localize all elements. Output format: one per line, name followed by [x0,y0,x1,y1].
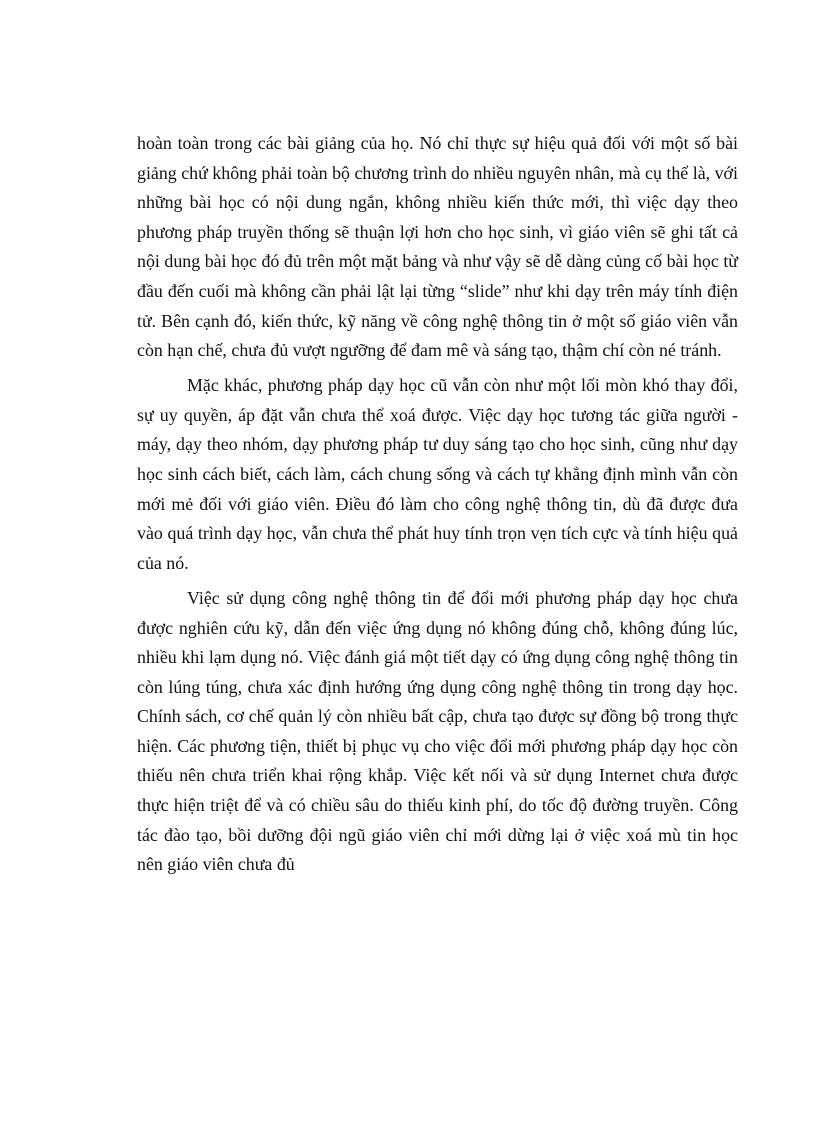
document-body [137,129,738,880]
paragraph-2: Mặc khác, phương pháp dạy học cũ vẫn còn như một lối mòn khó thay đổi, sự uy quyền, áp đặt vẫn chưa thể xoá được. Việc dạy học tương tác giữa người - máy, dạy theo nhóm, dạy phương pháp tư duy sáng tạo cho học sinh, cũng như dạy học sinh cách biết, cách làm, cách chung sống và cách tự khẳng định mình vẫn còn mới mẻ đối với giáo viên. Điều đó làm cho công nghệ thông tin, dù đã được đưa vào quá trình dạy học, vẫn chưa thể phát huy tính trọn vẹn tích cực và tính hiệu quả của nó. [137,375,738,573]
paragraph-1: hoàn toàn trong các bài giảng của họ. Nó chỉ thực sự hiệu quả đối với một số bài giảng chứ không phải toàn bộ chương trình do nhiều nguyên nhân, mà cụ thể là, với những bài học có nội dung ngắn, không nhiều kiến thức mới, thì việc dạy theo phương pháp truyền thống sẽ thuận lợi hơn cho học sinh, vì giáo viên sẽ ghi tất cả nội dung bài học đó đủ trên một mặt bảng và như vậy sẽ dễ dàng củng cố bài học từ đầu đến cuối mà không cần phải lật lại từng “slide” như khi dạy trên máy tính điện tử. Bên cạnh đó, kiến thức, kỹ năng về công nghệ thông tin ở một số giáo viên vẫn còn hạn chế, chưa đủ vượt ngưỡng để đam mê và sáng tạo, thậm chí còn né tránh. [137,133,738,361]
paragraph-3: Việc sử dụng công nghệ thông tin để đổi mới phương pháp dạy học chưa được nghiên cứu kỹ, dẫn đến việc ứng dụng nó không đúng chỗ, không đúng lúc, nhiều khi lạm dụng nó. Việc đánh giá một tiết dạy có ứng dụng công nghệ thông tin còn lúng túng, chưa xác định hướng ứng dụng công nghệ thông tin trong dạy học. Chính sách, cơ chế quản lý còn nhiều bất cập, chưa tạo được sự đồng bộ trong thực hiện. Các phương tiện, thiết bị phục vụ cho việc đổi mới phương pháp dạy học còn thiếu nên chưa triển khai rộng khắp. Việc kết nối và sử dụng Internet chưa được thực hiện triệt để và có chiều sâu do thiếu kinh phí, do tốc độ đường truyền. Công tác đào tạo, bồi dưỡng đội ngũ giáo viên chỉ mới dừng lại ở việc xoá mù tin học nên giáo viên chưa đủ [137,587,738,875]
